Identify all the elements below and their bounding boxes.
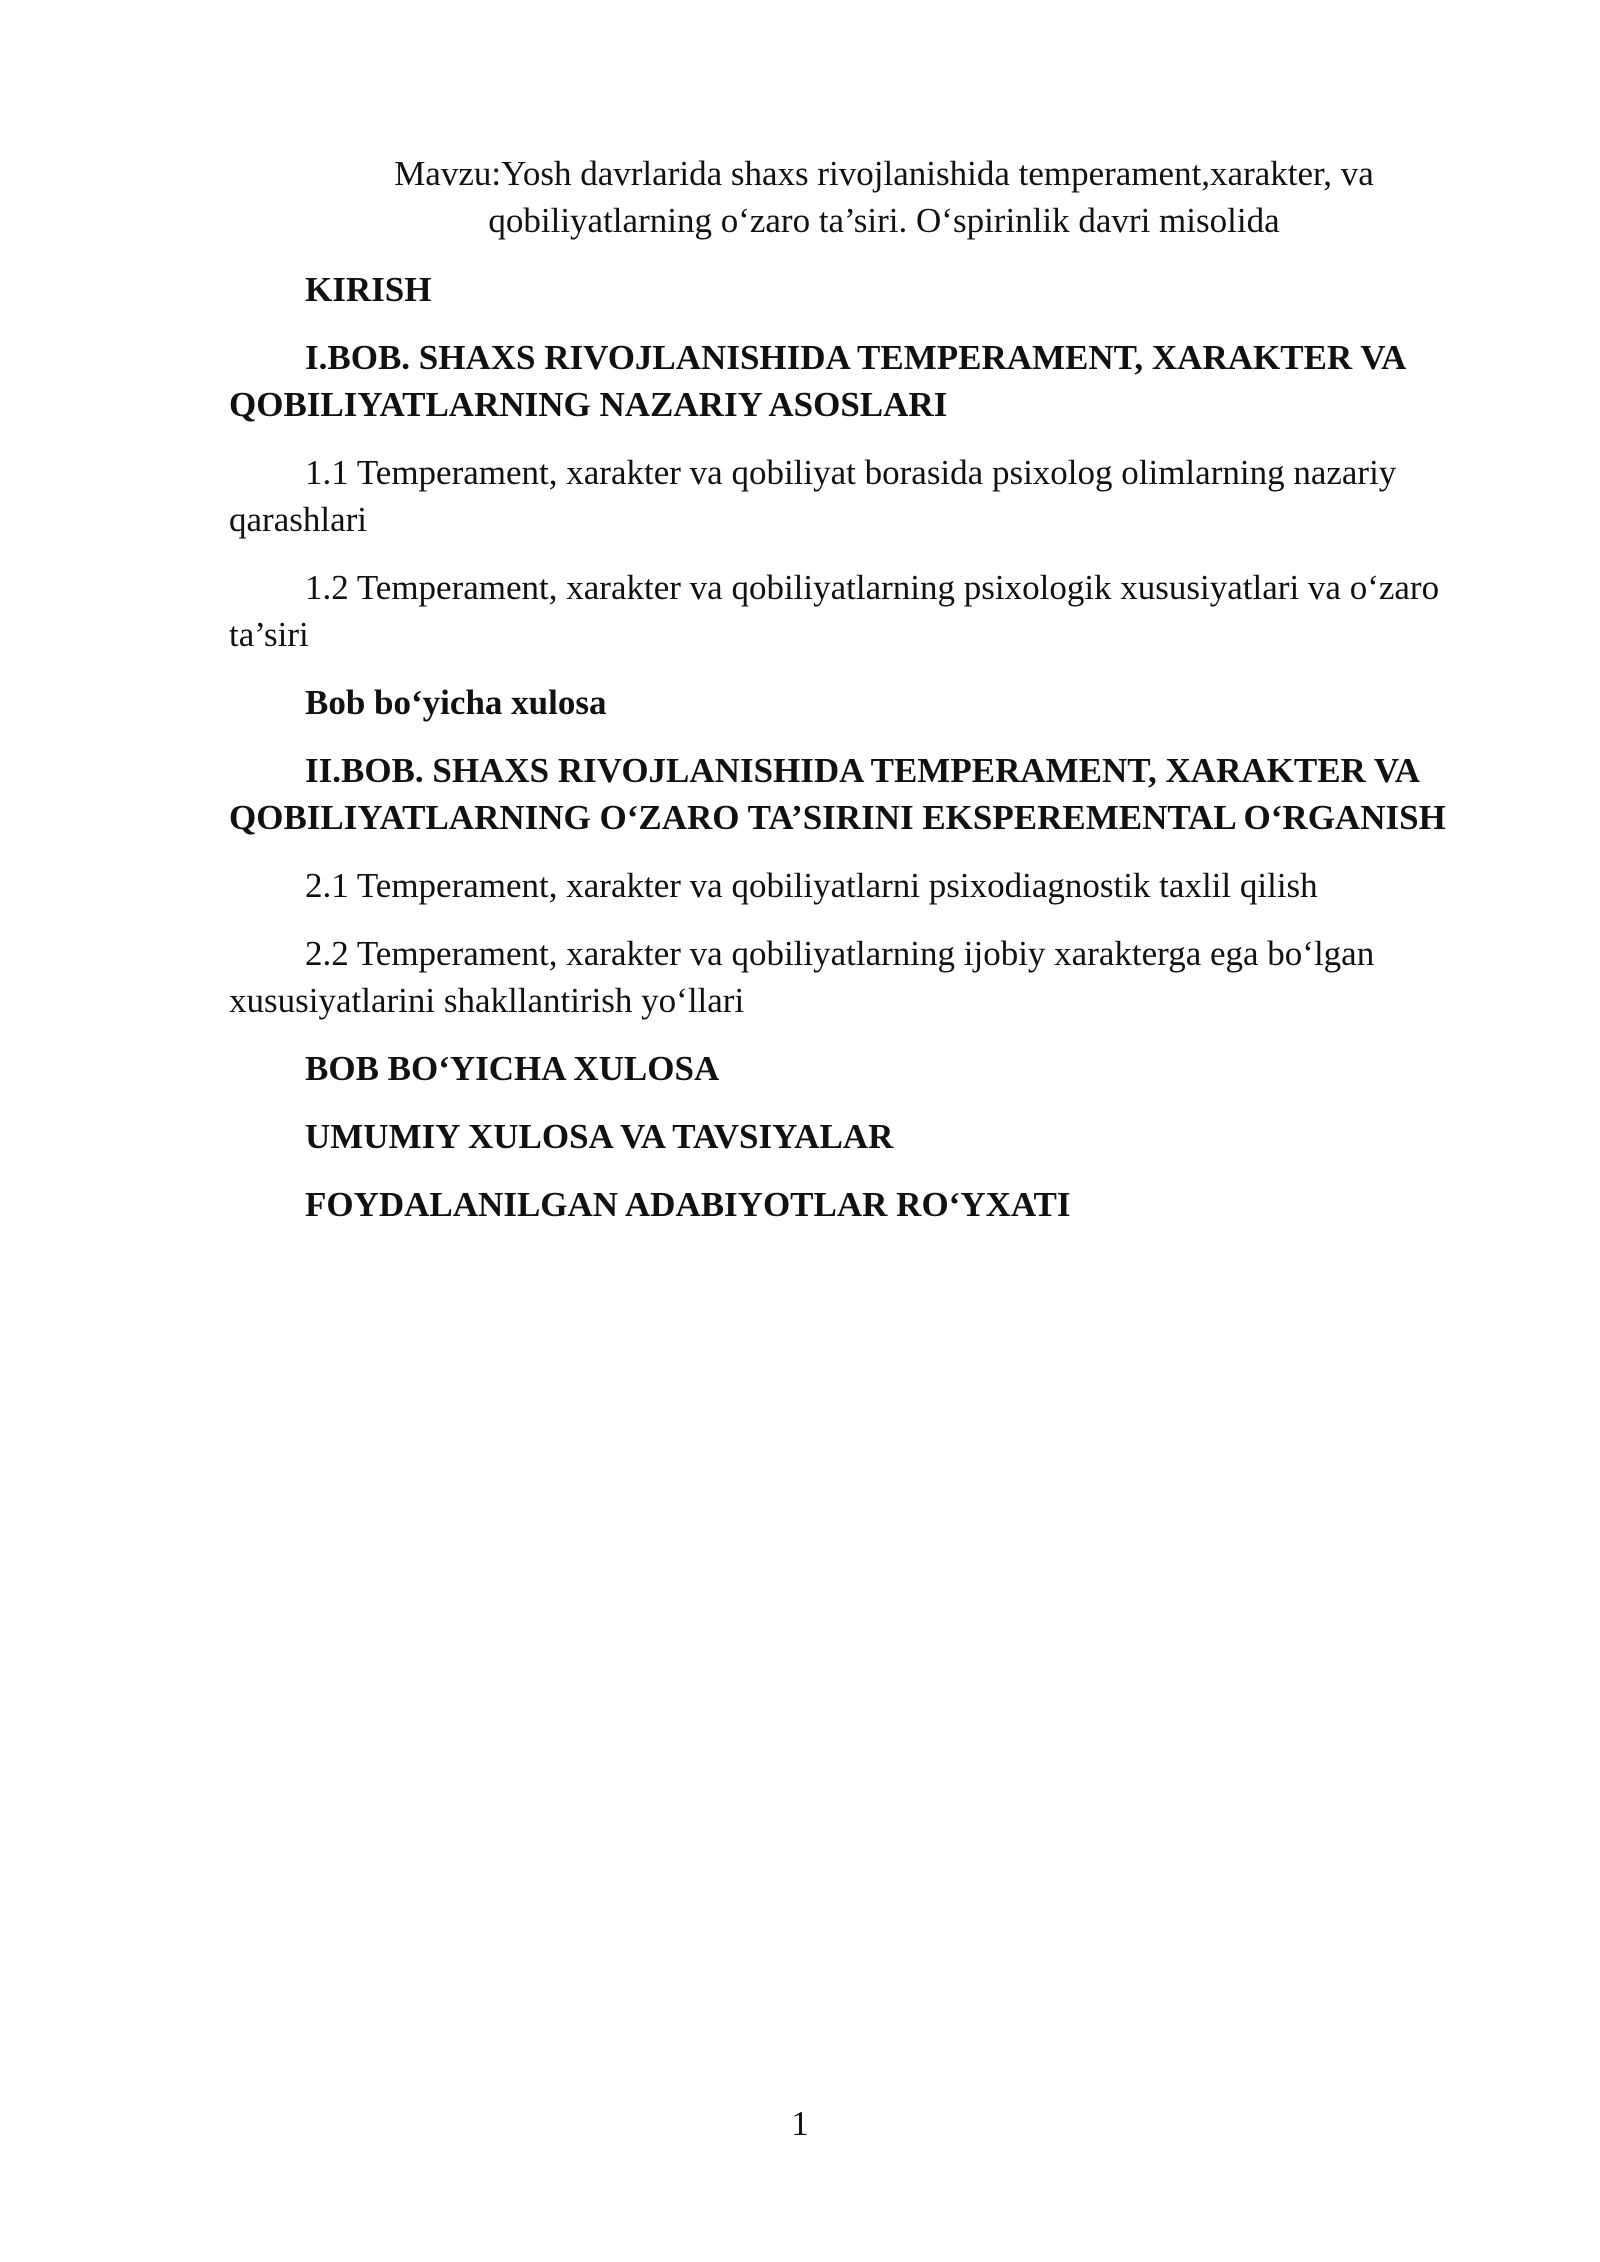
toc-entry-chapter-2-conclusion: BOB BO‘YICHA XULOSA xyxy=(305,1049,720,1088)
toc-entry-section-1-1: 1.1 Temperament, xarakter va qobiliyat borasida psixolog olimlarning nazariy qarashlari xyxy=(229,453,1397,539)
toc-entry-chapter-1: I.BOB. SHAXS RIVOJLANISHIDA TEMPERAMENT, XARAKTER VA QOBILIYATLARNING NAZARIY ASOSLARI xyxy=(229,338,1405,424)
toc-entry-section-2-2: 2.2 Temperament, xarakter va qobiliyatlarning ijobiy xarakterga ega bo‘lgan xususiyatlarini shakllantirish yo‘llari xyxy=(229,934,1375,1020)
table-of-contents xyxy=(229,266,1491,1228)
document-title: Mavzu:Yosh davrlarida shaxs rivojlanishida temperament,xarakter, va qobiliyatlarning o‘zaro ta’siri. O‘spirinlik davri misolida xyxy=(394,154,1374,240)
page-content xyxy=(229,150,1491,1249)
toc-entry-chapter-1-conclusion: Bob bo‘yicha xulosa xyxy=(305,683,607,722)
toc-entry-section-1-2: 1.2 Temperament, xarakter va qobiliyatlarning psixologik xususiyatlari va o‘zaro ta’siri xyxy=(229,568,1440,654)
toc-entry-general-conclusion: UMUMIY XULOSA VA TAVSIYALAR xyxy=(305,1117,894,1156)
toc-entry-references: FOYDALANILGAN ADABIYOTLAR RO‘YXATI xyxy=(305,1185,1071,1224)
toc-entry-chapter-2: II.BOB. SHAXS RIVOJLANISHIDA TEMPERAMENT, XARAKTER VA QOBILIYATLARNING O‘ZARO TA’SIRINI EKSPEREMENTAL O‘RGANISH xyxy=(229,751,1446,837)
page-number: 1 xyxy=(791,2104,809,2143)
toc-entry-introduction: KIRISH xyxy=(305,270,432,309)
toc-entry-section-2-1: 2.1 Temperament, xarakter va qobiliyatlarni psixodiagnostik taxlil qilish xyxy=(305,866,1318,905)
